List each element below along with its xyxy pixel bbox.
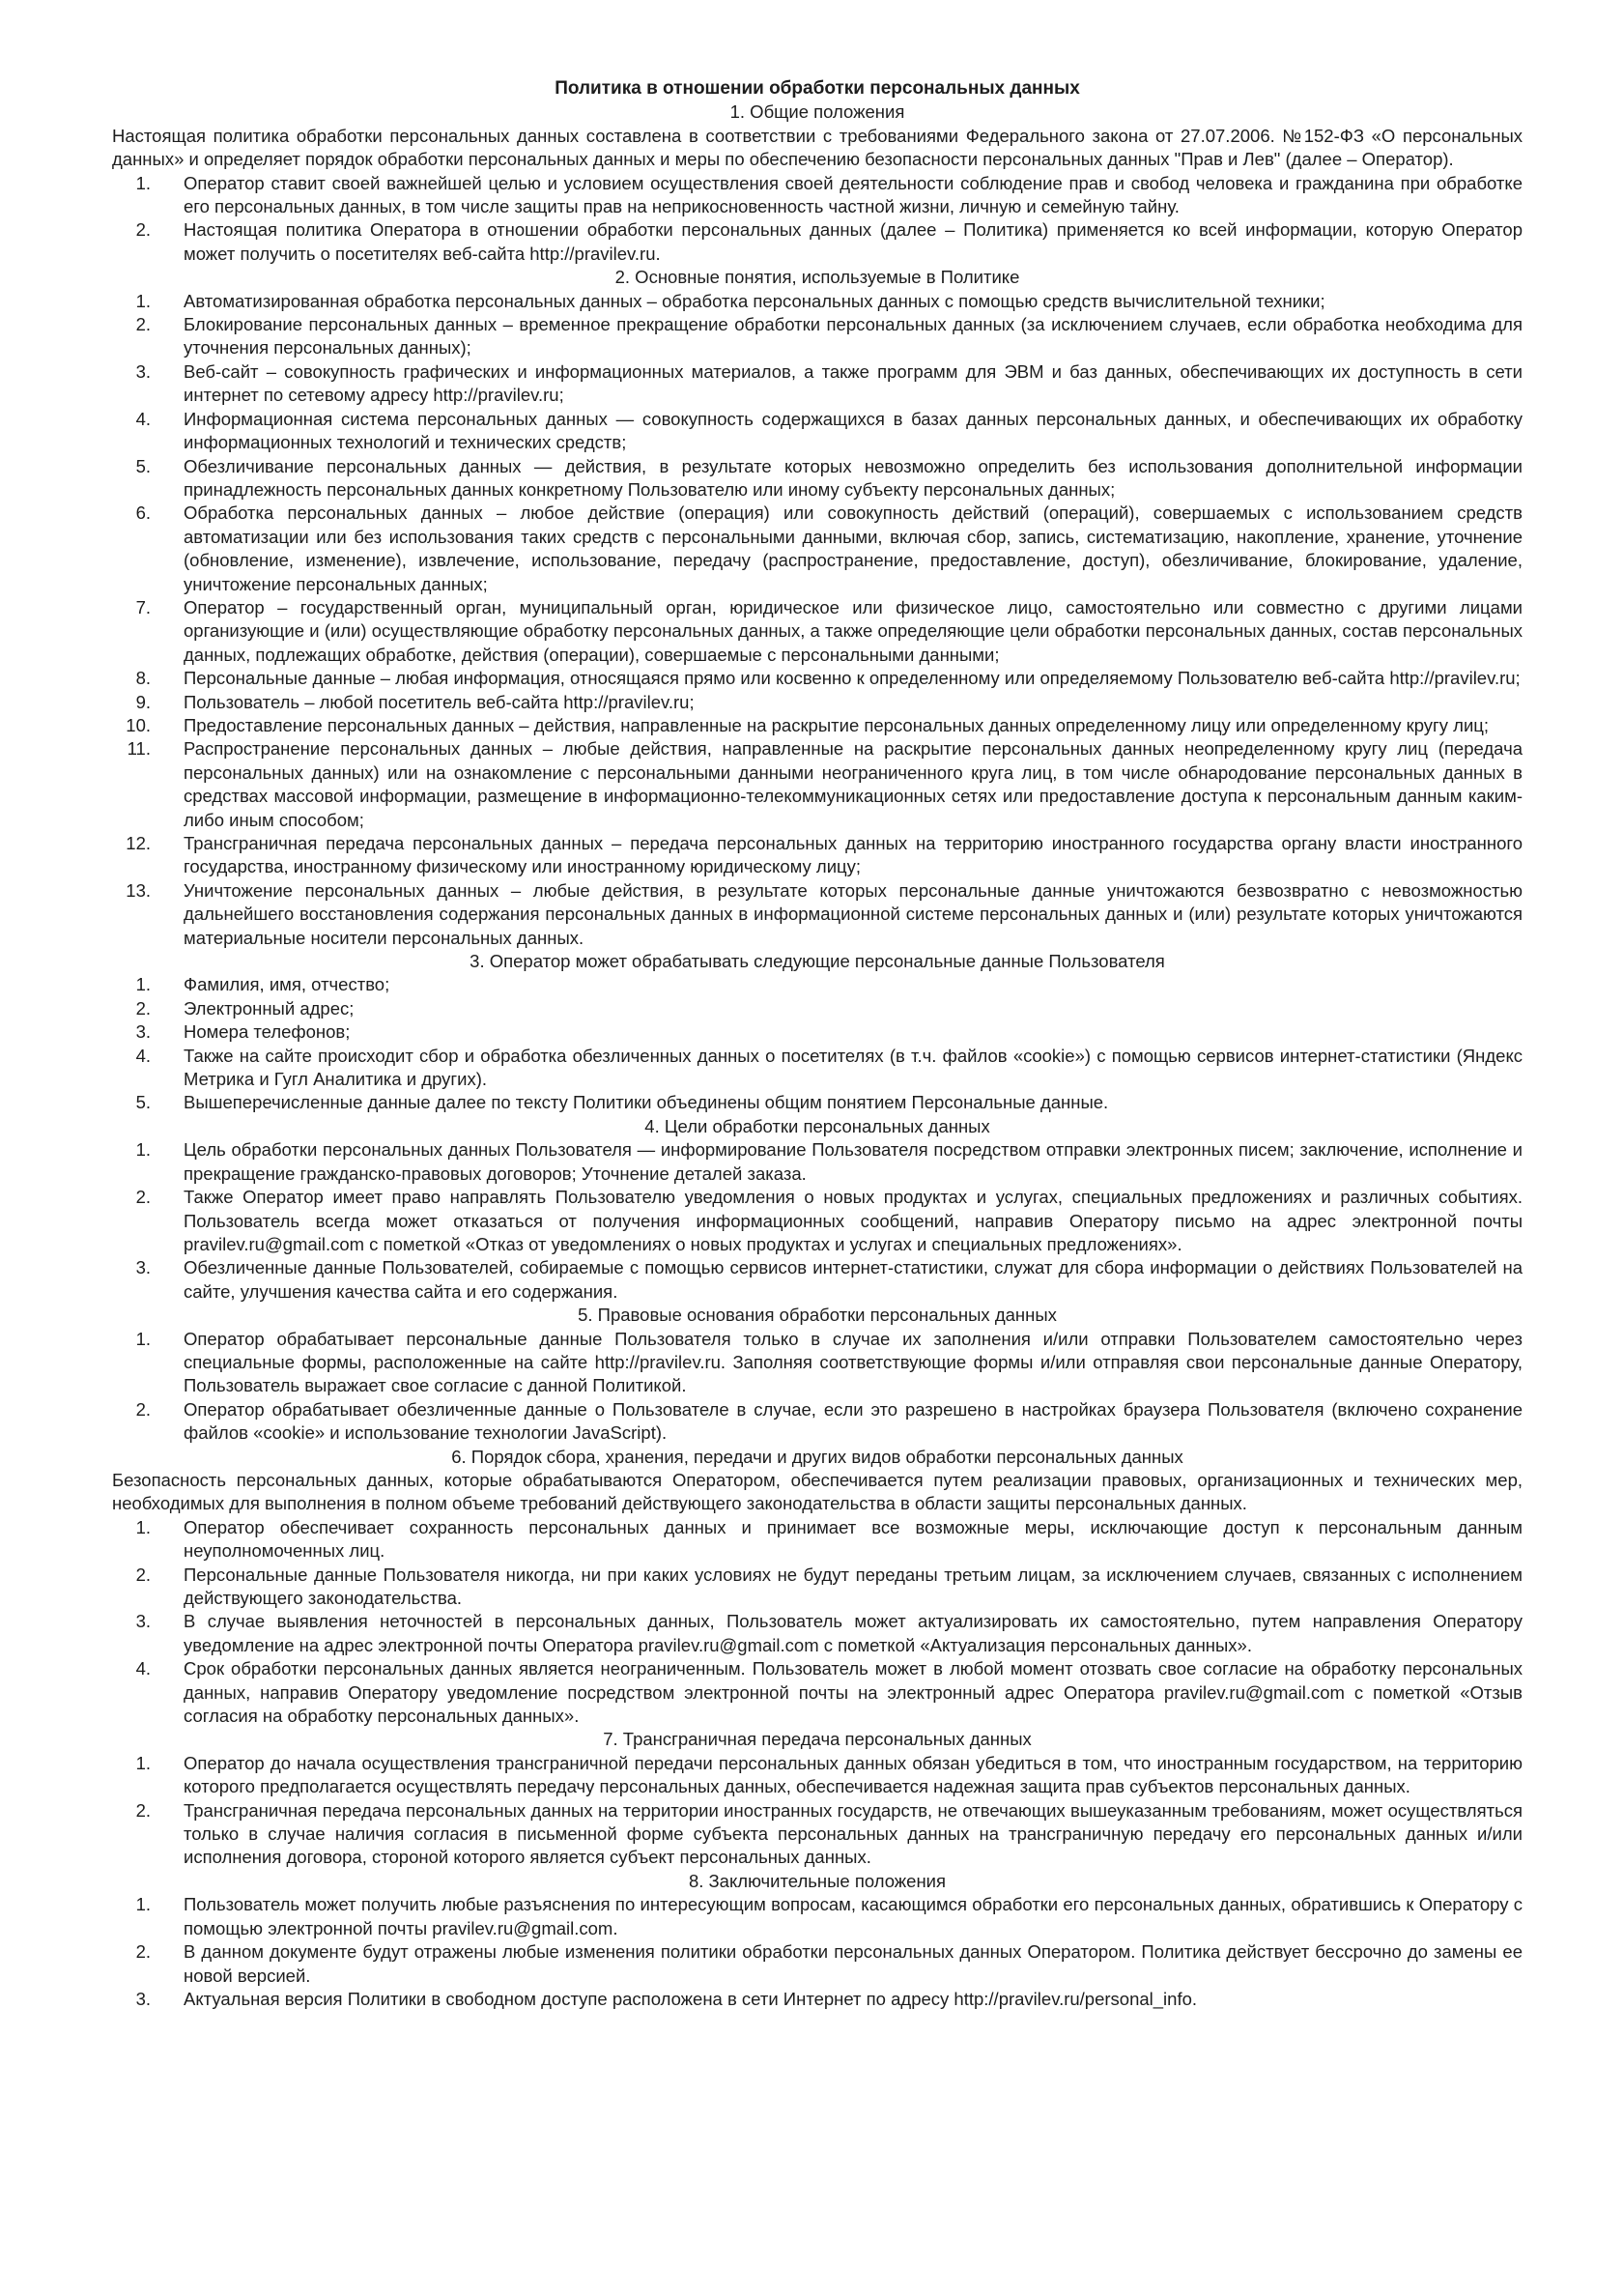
list-item [112,1610,1523,1657]
section-heading: 6. Порядок сбора, хранения, передачи и других видов обработки персональных данных [451,1446,1183,1467]
policy-section [112,1304,1523,1445]
list-item-text: Предоставление персональных данных – действия, направленные на раскрытие персональных данных определенному лицу или определенному кругу лиц; [184,714,1490,735]
list-item-text: Фамилия, имя, отчество; [184,974,390,995]
list-item-number: 10. [126,714,151,735]
list-item-number: 6. [135,502,151,524]
list-item-number: 2. [135,1187,151,1208]
list-item [112,879,1523,950]
list-item-text: Пользователь – любой посетитель веб-сайта http://pravilev.ru; [184,691,695,712]
policy-section [112,100,1523,266]
list-item [112,1138,1523,1186]
list-item [112,1516,1523,1564]
list-item-text: В случае выявления неточностей в персональных данных, Пользователь может актуализировать их самостоятельно, путем направления Оператору уведомление на адрес электронной почты Оператора pravilev.ru@gmail.com с пометкой «Актуализация персональных данных». [184,1611,1523,1655]
list-item [112,691,1523,714]
list-item [112,714,1523,737]
list-item-number: 4. [135,1658,151,1679]
list-item-number: 5. [135,1092,151,1113]
list-item-number: 2. [135,1398,151,1420]
list-item-number: 3. [135,1611,151,1632]
list-item [112,737,1523,832]
list-item-text: Оператор – государственный орган, муниципальный орган, юридическое или физическое лицо, самостоятельно или совместно с другими лицами организующие и (или) осуществляющие обработку персональных данных, а также определяющие цели обработки персональных данных, состав персональных данных, подлежащих обработке, действия (операции), совершаемые с персональными данными; [184,596,1523,665]
section-intro: Настоящая политика обработки персональных данных составлена в соответствии с требованиями Федерального закона от 27.07.2006. №152-ФЗ «О персональных данных» и определяет порядок обработки персональных данных и меры по обеспечению безопасности персональных данных "Прав и Лев" (далее – Оператор). [112,125,1523,170]
list-item-text: Номера телефонов; [184,1021,351,1043]
list-item [112,1940,1523,1988]
list-item-number: 1. [135,1752,151,1773]
list-item [112,832,1523,879]
list-item-number: 2. [135,1564,151,1585]
list-item [112,290,1523,313]
section-heading: 3. Оператор может обрабатывать следующие персональные данные Пользователя [470,951,1165,972]
list-item-text: Трансграничная передача персональных данных – передача персональных данных на территорию иностранного государства органу власти иностранного государства, иностранному физическому или иностранному юридическому лицу; [184,833,1523,877]
list-item-number: 4. [135,408,151,429]
numbered-list [112,1752,1523,1870]
list-item-text: Оператор до начала осуществления трансграничной передачи персональных данных обязан убедиться в том, что иностранным государством, на территорию которого предполагается осуществлять передачу персональных данных, обеспечивается надежная защита прав субъектов персональных данных. [184,1752,1523,1797]
list-item [112,667,1523,690]
list-item-text: Актуальная версия Политики в свободном доступе расположена в сети Интернет по адресу http://pravilev.ru/personal_info. [184,1988,1198,2009]
list-item [112,973,1523,996]
list-item [112,997,1523,1020]
numbered-list [112,1516,1523,1729]
list-item-number: 2. [135,314,151,335]
list-item-text: Трансграничная передача персональных данных на территории иностранных государств, не отвечающих вышеуказанным требованиям, может осуществляться только в случае наличия согласия в письменной форме субъекта персональных данных на трансграничную передачу его персональных данных и/или исполнения договора, стороной которого является субъект персональных данных. [184,1799,1523,1868]
policy-section [112,1728,1523,1869]
numbered-list [112,1893,1523,2011]
list-item-number: 13. [126,879,151,901]
list-item-text: Информационная система персональных данных — совокупность содержащихся в базах данных персональных данных, и обеспечивающих их обработку информационных технологий и технических средств; [184,408,1523,453]
list-item-text: Автоматизированная обработка персональных данных – обработка персональных данных с помощью средств вычислительной техники; [184,290,1325,311]
list-item-text: Срок обработки персональных данных является неограниченным. Пользователь может в любой момент отозвать свое согласие на обработку персональных данных, направив Оператору уведомление посредством электронной почты на электронный адрес Оператора pravilev.ru@gmail.com с пометкой «Отзыв согласия на обработку персональных данных». [184,1658,1523,1727]
list-item [112,1564,1523,1611]
list-item-text: Также на сайте происходит сбор и обработка обезличенных данных о посетителях (в т.ч. файлов «cookie») с помощью сервисов интернет-статистики (Яндекс Метрика и Гугл Аналитика и других). [184,1045,1523,1090]
list-item-number: 9. [135,691,151,712]
list-item [112,1893,1523,1940]
list-item [112,502,1523,596]
list-item [112,455,1523,502]
list-item-number: 1. [135,1516,151,1537]
policy-section [112,1446,1523,1729]
list-item-number: 3. [135,1988,151,2009]
list-item-number: 1. [135,1894,151,1915]
list-item [112,1799,1523,1870]
numbered-list [112,172,1523,267]
list-item-text: Цель обработки персональных данных Пользователя — информирование Пользователя посредством отправки электронных писем; заключение, исполнение и прекращение гражданско-правовых договоров; Уточнение деталей заказа. [184,1139,1523,1184]
list-item-number: 1. [135,290,151,311]
list-item-number: 8. [135,668,151,689]
list-item [112,172,1523,219]
numbered-list [112,1328,1523,1446]
list-item [112,1657,1523,1728]
list-item-number: 1. [135,172,151,193]
policy-section [112,950,1523,1115]
list-item-number: 1. [135,1328,151,1349]
section-heading: 8. Заключительные положения [688,1870,947,1891]
list-item-number: 2. [135,1799,151,1821]
list-item-text: Обезличивание персональных данных — действия, в результате которых невозможно определить без использования дополнительной информации принадлежность персональных данных конкретному Пользователю или иному субъекту персональных данных; [184,455,1523,500]
list-item-number: 11. [127,738,151,760]
list-item [112,313,1523,360]
list-item [112,1045,1523,1092]
list-item [112,1020,1523,1044]
list-item-number: 3. [135,1257,151,1278]
list-item-text: Персональные данные Пользователя никогда, ни при каких условиях не будут переданы третьим лицам, за исключением случаев, связанных с исполнением действующего законодательства. [184,1564,1523,1608]
section-heading: 7. Трансграничная передача персональных данных [603,1729,1032,1750]
list-item [112,1186,1523,1256]
document-title: Политика в отношении обработки персональных данных [555,78,1080,99]
list-item-number: 3. [135,360,151,382]
list-item [112,1398,1523,1446]
list-item-text: Настоящая политика Оператора в отношении обработки персональных данных (далее – Политика) применяется ко всей информации, которую Оператор может получить о посетителях веб-сайта http://pravilev.ru. [184,219,1523,264]
list-item-text: Оператор ставит своей важнейшей целью и условием осуществления своей деятельности соблюдение прав и свобод человека и гражданина при обработке его персональных данных, в том числе защиты прав на неприкосновенность частной жизни, личную и семейную тайну. [184,172,1523,217]
list-item [112,1256,1523,1304]
list-item-text: Уничтожение персональных данных – любые действия, в результате которых персональные данные уничтожаются безвозвратно с невозможностью дальнейшего восстановления содержания персональных данных в информационной системе персональных данных и (или) результате которых уничтожаются материальные носители персональных данных. [184,879,1523,948]
numbered-list [112,1138,1523,1304]
list-item-number: 2. [135,1941,151,1963]
section-heading: 4. Цели обработки персональных данных [644,1115,990,1136]
list-item [112,1752,1523,1799]
section-heading: 5. Правовые основания обработки персональных данных [578,1305,1057,1326]
policy-document [112,77,1523,2011]
list-item-text: Электронный адрес; [184,997,355,1019]
list-item-text: Также Оператор имеет право направлять Пользователю уведомления о новых продуктах и услугах, специальных предложениях и различных событиях. Пользователь всегда может отказаться от получения информационных сообщений, направив Оператору письмо на адрес электронной почты pravilev.ru@gmail.com с пометкой «Отказ от уведомлениях о новых продуктах и услугах и специальных предложениях». [184,1187,1523,1254]
section-intro: Безопасность персональных данных, которые обрабатываются Оператором, обеспечивается путем реализации правовых, организационных и технических мер, необходимых для выполнения в полном объеме требований действующего законодательства в области защиты персональных данных. [112,1469,1523,1514]
numbered-list [112,290,1523,950]
list-item-text: Пользователь может получить любые разъяснения по интересующим вопросам, касающимся обработки его персональных данных, обратившись к Оператору с помощью электронной почты pravilev.ru@gmail.com. [184,1894,1523,1938]
policy-section [112,1870,1523,2011]
list-item [112,360,1523,408]
list-item-text: Обработка персональных данных – любое действие (операция) или совокупность действий (операций), совершаемых с использованием средств автоматизации или без использования таких средств с персональными данными, включая сбор, запись, систематизацию, накопление, хранение, уточнение (обновление, изменение), извлечение, использование, передачу (распространение, предоставление, доступ), обезличивание, блокирование, удаление, уничтожение персональных данных; [184,502,1523,594]
list-item-text: Обезличенные данные Пользователей, собираемые с помощью сервисов интернет-статистики, служат для сбора информации о действиях Пользователей на сайте, улучшения качества сайта и его содержания. [184,1257,1523,1302]
list-item-number: 4. [135,1045,151,1066]
list-item-number: 1. [135,1139,151,1161]
list-item-number: 3. [135,1021,151,1043]
list-item-text: Оператор обеспечивает сохранность персональных данных и принимает все возможные меры, исключающие доступ к персональным данным неуполномоченных лиц. [184,1516,1523,1562]
numbered-list [112,973,1523,1114]
list-item-text: Персональные данные – любая информация, относящаяся прямо или косвенно к определенному или определяемому Пользователю веб-сайта http://pravilev.ru; [184,668,1521,689]
list-item [112,408,1523,455]
list-item-number: 2. [135,997,151,1019]
list-item-text: Оператор обрабатывает персональные данные Пользователя только в случае их заполнения и/или отправки Пользователем самостоятельно через специальные формы, расположенные на сайте http://pravilev.ru. Заполняя соответствующие формы и/или отправляя свои персональные данные Оператору, Пользователь выражает свое согласие с данной Политикой. [184,1328,1523,1396]
list-item-text: Вышеперечисленные данные далее по тексту Политики объединены общим понятием Персональные данные. [184,1092,1109,1113]
policy-section [112,1115,1523,1304]
list-item-number: 1. [135,974,151,995]
section-heading: 2. Основные понятия, используемые в Политике [614,267,1020,288]
section-heading: 1. Общие положения [729,101,905,123]
list-item-text: Оператор обрабатывает обезличенные данные о Пользователе в случае, если это разрешено в настройках браузера Пользователя (включено сохранение файлов «cookie» и использование технологии JavaScript). [184,1398,1523,1444]
list-item [112,218,1523,266]
list-item-number: 7. [135,596,151,617]
list-item-text: Веб-сайт – совокупность графических и информационных материалов, а также программ для ЭВМ и баз данных, обеспечивающих их доступность в сети интернет по сетевому адресу http://pravilev.ru; [184,360,1523,406]
list-item [112,1988,1523,2011]
policy-section [112,266,1523,950]
list-item-text: В данном документе будут отражены любые изменения политики обработки персональных данных Оператором. Политика действует бессрочно до замены ее новой версией. [184,1941,1523,1986]
list-item [112,1091,1523,1114]
list-item-number: 5. [135,455,151,476]
list-item-number: 12. [126,833,151,853]
list-item [112,596,1523,667]
list-item-text: Распространение персональных данных – любые действия, направленные на раскрытие персональных данных неопределенному кругу лиц (передача персональных данных) или на ознакомление с персональными данными неограниченного круга лиц, в том числе обнародование персональных данных в средствах массовой информации, размещение в информационно-телекоммуникационных сетях или предоставление доступа к персональным данным каким-либо иным способом; [184,738,1523,830]
list-item-text: Блокирование персональных данных – временное прекращение обработки персональных данных (за исключением случаев, если обработка необходима для уточнения персональных данных); [184,314,1523,359]
list-item [112,1328,1523,1398]
list-item-number: 2. [135,219,151,241]
